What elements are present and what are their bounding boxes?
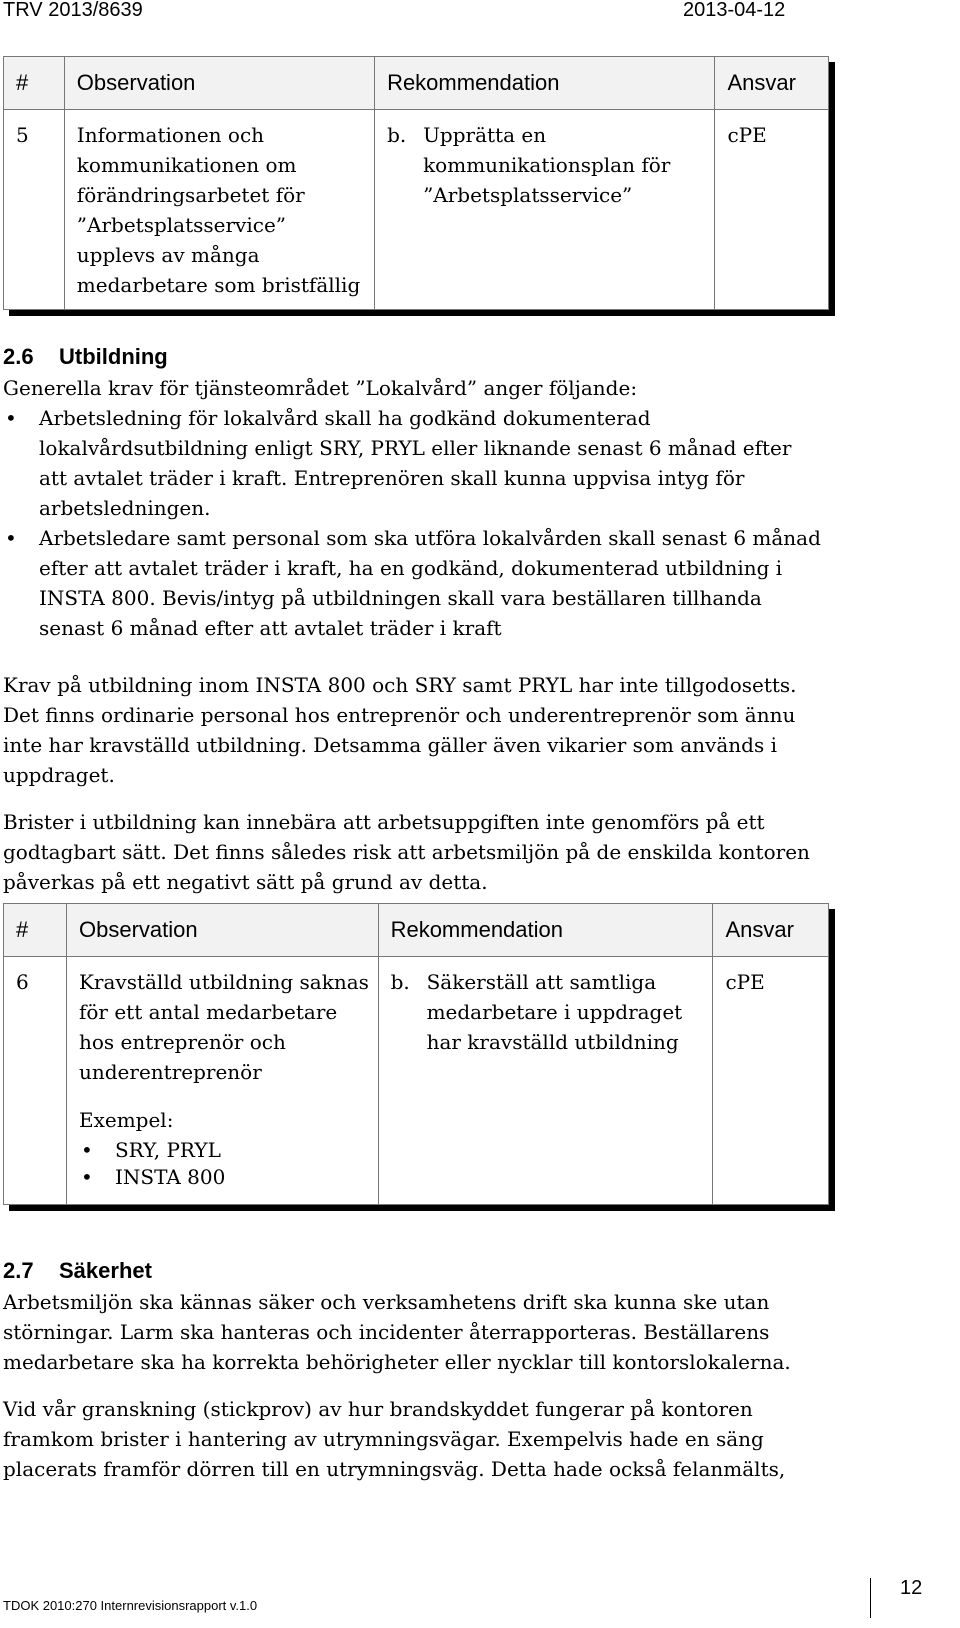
- header-reference: TRV 2013/8639: [3, 0, 143, 21]
- section-title: Utbildning: [59, 344, 168, 369]
- observation-number: 6: [16, 970, 29, 994]
- section-heading-2-7: [3, 1258, 152, 1284]
- table-header-row: [4, 904, 829, 957]
- requirements-list: [3, 403, 823, 643]
- section-heading-2-6: [3, 344, 168, 370]
- observation-text: Kravställd utbildning saknas för ett antal medarbetare hos entreprenör och underentreprenör: [78, 970, 369, 1084]
- recommendation-text: Upprätta en kommunikationsplan för ”Arbetsplatsservice”: [423, 123, 671, 207]
- list-item: [79, 1137, 370, 1164]
- footer-document-id: TDOK 2010:270 Internrevisionsrapport v.1.0: [3, 1598, 258, 1613]
- observation: [67, 957, 378, 1191]
- list-item-text: Arbetsledare samt personal som ska utföra lokalvården skall senast 6 månad efter att avtalet träder i kraft, ha en godkänd, dokumenterad utbildning i INSTA 800. Bevis/intyg på utbildningen skall vara beställaren tillhanda senast 6 månad efter att avtalet träder i kraft: [39, 526, 821, 640]
- recommendation-text: Säkerställ att samtliga medarbetare i uppdraget har kravställd utbildning: [426, 970, 683, 1054]
- paragraph: Vid vår granskning (stickprov) av hur brandskyddet fungerar på kontoren framkom brister i hantering av utrymningsvägar. Exempelvis hade en säng placerats framför dörren till en utrymningsväg. Detta hade också felanmälts,: [3, 1397, 786, 1481]
- paragraph: Krav på utbildning inom INSTA 800 och SRY samt PRYL har inte tillgodosetts. Det finns ordinarie personal hos entreprenör och underentreprenör som ännu inte har kravställd utbildning. Detsamma gäller även vikarier som används i uppdraget.: [3, 673, 797, 787]
- responsible: cPE: [727, 123, 767, 147]
- col-observation-header: Observation: [64, 57, 374, 110]
- bullet-icon: •: [80, 1138, 93, 1162]
- col-responsible-header: Ansvar: [715, 57, 829, 110]
- page-number: 12: [900, 1577, 923, 1599]
- list-item-text: Arbetsledning för lokalvård skall ha godkänd dokumenterad lokalvårdsutbildning enligt SRY, PRYL eller liknande senast 6 månad efter att avtalet träder i kraft. Entreprenören skall kunna uppvisa intyg för arbetsledningen.: [39, 406, 792, 520]
- section-title: Säkerhet: [59, 1258, 152, 1283]
- bullet-icon: •: [5, 406, 17, 430]
- observation-table-2: [3, 903, 829, 1205]
- list-item: [79, 1164, 370, 1191]
- bullet-icon: •: [80, 1165, 93, 1189]
- section-number: 2.6: [3, 344, 34, 369]
- paragraph: Arbetsmiljön ska kännas säker och verksamhetens drift ska kunna ske utan störningar. Larm ska hanteras och incidenter återrapporteras. Beställarens medarbetare ska ha korrekta behörigheter eller nycklar till kontorslokalerna.: [3, 1290, 791, 1374]
- recommendation: [375, 110, 714, 210]
- col-observation-header: Observation: [66, 904, 378, 957]
- col-number-header: #: [4, 904, 67, 957]
- header-date: 2013-04-12: [683, 0, 786, 21]
- list-item-text: INSTA 800: [114, 1165, 226, 1189]
- table-row: [4, 957, 829, 1205]
- recommendation-letter: b.: [387, 123, 407, 147]
- col-recommendation-header: Rekommendation: [375, 57, 715, 110]
- observation-table-1: [3, 56, 829, 310]
- table-row: [4, 110, 829, 310]
- observation-number: 5: [16, 123, 29, 147]
- list-item: [3, 523, 823, 643]
- col-responsible-header: Ansvar: [713, 904, 829, 957]
- observation-text: Informationen och kommunikationen om förändringsarbetet för ”Arbetsplatsservice” upplevs av många medarbetare som bristfällig: [76, 123, 361, 297]
- section-number: 2.7: [3, 1258, 34, 1283]
- recommendation-letter: b.: [390, 970, 410, 994]
- recommendation: [379, 957, 713, 1057]
- col-recommendation-header: Rekommendation: [378, 904, 713, 957]
- responsible: cPE: [725, 970, 765, 994]
- bullet-icon: •: [5, 526, 17, 550]
- example-list: [79, 1137, 370, 1191]
- list-item-text: SRY, PRYL: [114, 1138, 221, 1162]
- footer-divider: [870, 1578, 871, 1618]
- section-intro: Generella krav för tjänsteområdet ”Lokalvård” anger följande:: [3, 376, 638, 400]
- table-header-row: [4, 57, 829, 110]
- example-label: Exempel:: [78, 1108, 174, 1132]
- paragraph: Brister i utbildning kan innebära att arbetsuppgiften inte genomförs på ett godtagbart sätt. Det finns således risk att arbetsmiljön på de enskilda kontoren påverkas på ett negativt sätt på grund av detta.: [3, 810, 810, 894]
- col-number-header: #: [4, 57, 65, 110]
- list-item: [3, 403, 823, 523]
